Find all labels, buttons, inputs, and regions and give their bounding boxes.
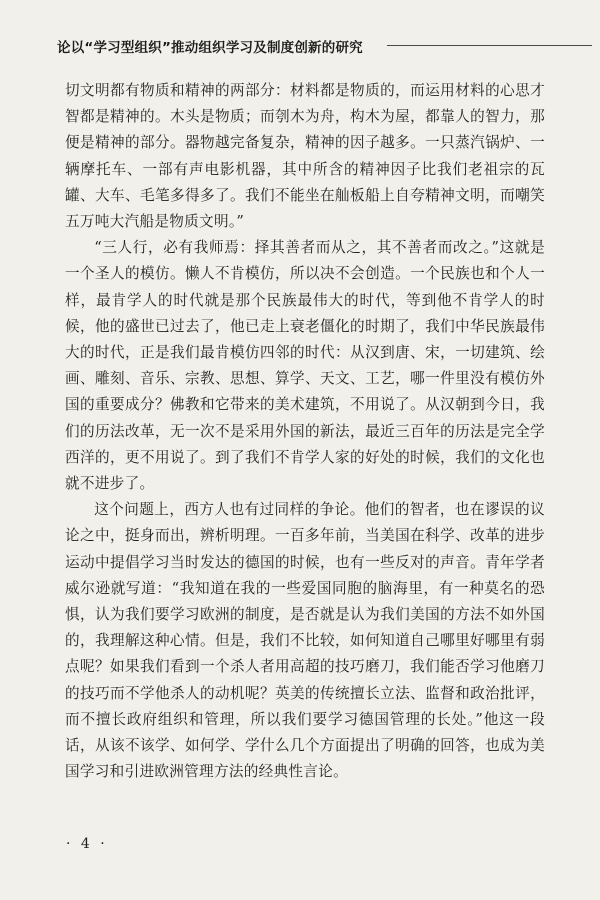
body-text (65, 78, 545, 785)
page-number: · 4 · (66, 836, 108, 852)
paragraph: “三人行，必有我师焉：择其善者而从之，其不善者而改之。”这就是一个圣人的模仿。懒人不肯模仿，所以决不会创造。一个民族也和个人一样，最肯学人的时代就是那个民族最伟大的时代，等到他不肯学人的时候，他的盛世已过去了，他已走上衰老僵化的时期了，我们中华民族最伟大的时代，正是我们最肯模仿四邻的时代：从汉到唐、宋，一切建筑、绘画、雕刻、音乐、宗教、思想、算学、天文、工艺，哪一件里没有模仿外国的重要成分？佛教和它带来的美术建筑，不用说了。从汉朝到今日，我们的历法改革，无一次不是采用外国的新法，最近三百年的历法是完全学西洋的，更不用说了。到了我们不肯学人家的好处的时候，我们的文化也就不进步了。 (65, 239, 545, 493)
paragraph-continued: 切文明都有物质和精神的两部分：材料都是物质的，而运用材料的心思才智都是精神的。木头是物质；而刳木为舟，构木为屋，都靠人的智力，那便是精神的部分。器物越完备复杂，精神的因子越多。一只蒸汽锅炉、一辆摩托车、一部有声电影机器，其中所含的精神因子比我们老祖宗的瓦罐、大车、毛笔多得多了。我们不能坐在舢板船上自夸精神文明，而嘲笑五万吨大汽船是物质文明。” (65, 82, 545, 231)
header-rule (387, 45, 592, 46)
paragraph: 这个问题上，西方人也有过同样的争论。他们的智者，也在谬误的议论之中，挺身而出，辨析明理。一百多年前，当美国在科学、改革的进步运动中提倡学习当时发达的德国的时候，也有一些反对的声音。青年学者威尔逊就写道：“我知道在我的一些爱国同胞的脑海里，有一种莫名的恐惧，认为我们要学习欧洲的制度，是否就是认为我们美国的方法不如外国的，我理解这种心情。但是，我们不比较，如何知道自己哪里好哪里有弱点呢？如果我们看到一个杀人者用高超的技巧磨刀，我们能否学习他磨刀的技巧而不学他杀人的动机呢？英美的传统擅长立法、监督和政治批评，而不擅长政府组织和管理，所以我们要学习德国管理的长处。”他这一段话，从该不该学、如何学、学什么几个方面提出了明确的回答，也成为美国学习和引进欧洲管理方法的经典性言论。 (65, 501, 545, 781)
running-header (57, 28, 557, 68)
running-header-title: 论以“学习型组织”推动组织学习及制度创新的研究 (57, 40, 363, 56)
